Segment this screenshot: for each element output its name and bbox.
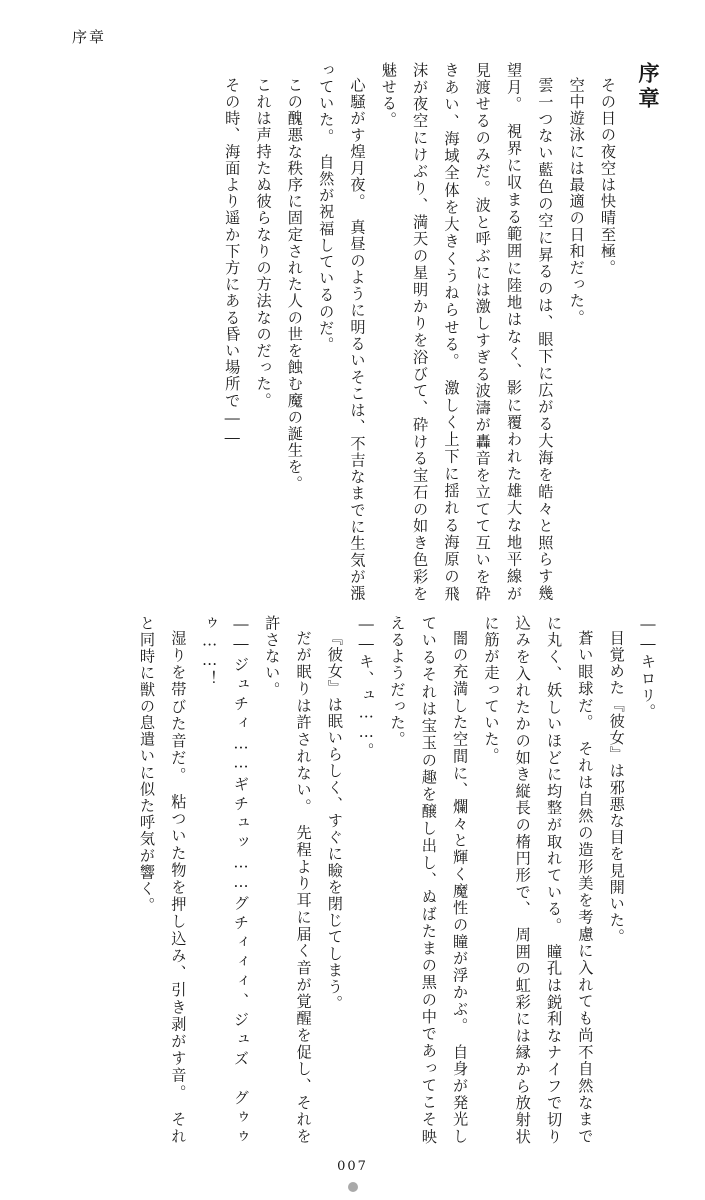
lower-text-flow	[43, 615, 663, 1145]
paragraph: 湿りを帯びた音だ。 粘ついた物を押し込み、引き剥がす音。 それと同時に獣の息遣いに似た呼気が響く。	[138, 615, 188, 1145]
paragraph: この醜悪な秩序に固定された人の世を蝕む魔の誕生を。	[285, 77, 304, 493]
paragraph: ――キロリ。	[639, 615, 657, 721]
paragraph: 空中遊泳には最適の日和だった。	[567, 77, 586, 327]
paragraph: その時、海面より遥か下方にある昏い場所で――	[223, 77, 242, 448]
footer-dot-ornament	[348, 1182, 358, 1192]
chapter-title: 序章	[636, 62, 661, 112]
upper-text-block	[143, 62, 663, 602]
paragraph: ――ジュチィ……ギチュッ……グチィィィ、ジュズ グゥゥゥ……！	[200, 615, 250, 1145]
paragraph: 闇の充満した空間に、爛々と輝く魔性の瞳が浮かぶ。 自身が発光しているそれは宝玉の趣を醸し出し、ぬばたまの黒の中であってこそ映えるようだった。	[388, 615, 470, 1145]
paragraph: 心騒がす煌月夜。 真昼のように明るいそこは、不吉なまでに生気が漲っていた。 自然が祝福しているのだ。	[317, 62, 367, 602]
paragraph: これは声持たぬ彼らなりの方法なのだった。	[254, 77, 273, 410]
lower-text-block	[43, 615, 663, 1145]
paragraph: 雲一つない藍色の空に昇るのは、眼下に広がる大海を皓々と照らす幾望月。 視界に収まる範囲に陸地はなく、影に覆われた雄大な地平線が見渡せるのみだ。波と呼ぶには激しすぎる波濤が轟音を立てて互いを砕きあい、海域全体を大きくうねらせる。 激しく上下に揺れる海原の飛沫が夜空にけぶり、満天の星明かりを浴びて、砕ける宝石の如き色彩を魅せる。	[379, 62, 555, 602]
paragraph: その日の夜空は快晴至極。	[599, 77, 617, 277]
paragraph: 『彼女』は眠いらしく、すぐに瞼を閉じてしまう。	[325, 630, 344, 1012]
paragraph: 目覚めた『彼女』は邪悪な目を見開いた。	[607, 630, 626, 946]
paragraph: ――キ、ュ……。	[357, 615, 376, 759]
paragraph: 蒼い眼球だ。 それは自然の造形美を考慮に入れても尚不自然なまでに丸く、妖しいほどに均整が取れている。 瞳孔は鋭利なナイフで切り込みを入れたかの如き縦長の楕円形で、 周囲の虹彩には縁から放射状に筋が走っていた。	[482, 615, 595, 1145]
page-number: 007	[337, 1159, 368, 1174]
upper-text-flow	[143, 62, 663, 602]
running-head: 序章	[72, 28, 107, 46]
paragraph: だが眠りは許されない。 先程より耳に届く音が覚醒を促し、それを許さない。	[263, 615, 313, 1145]
